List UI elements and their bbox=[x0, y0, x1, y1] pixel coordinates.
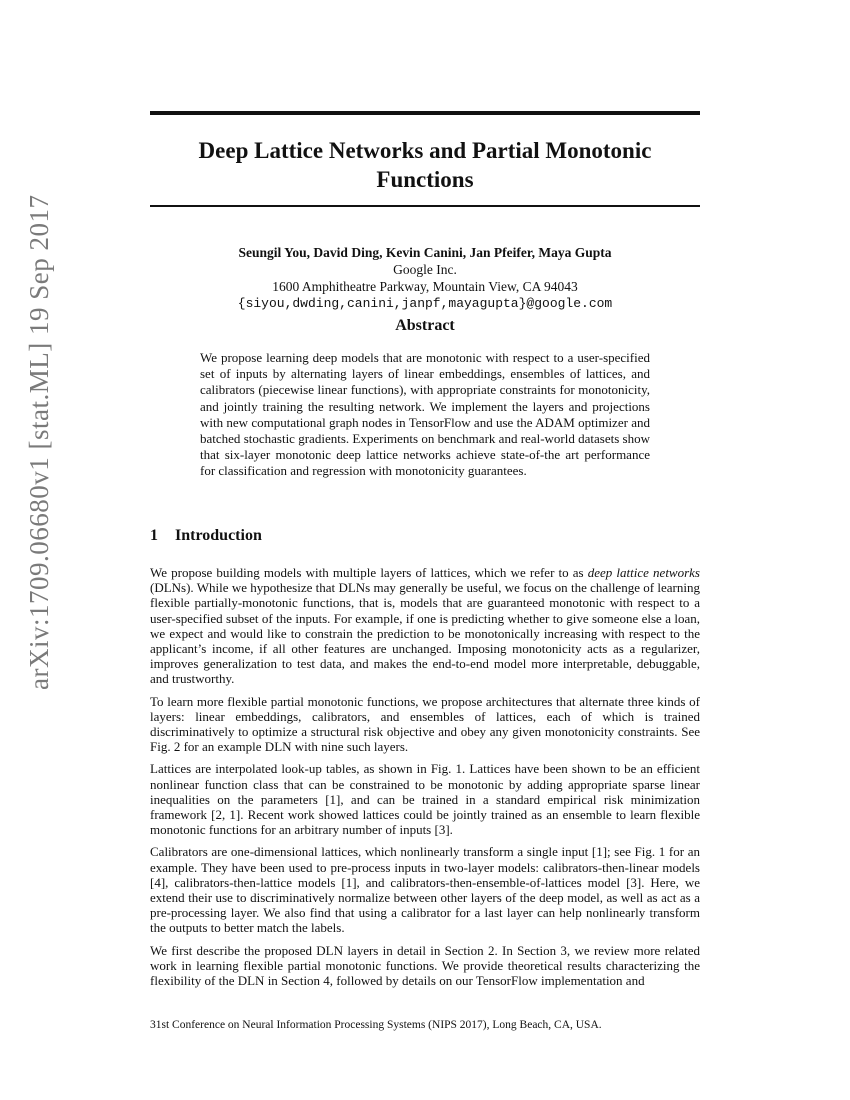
author-email: {siyou,dwding,canini,janpf,mayagupta}@google.com bbox=[237, 296, 613, 311]
paragraph-3: Lattices are interpolated look-up tables, as shown in Fig. 1. Lattices have been shown to be an efficient nonlinear function class that can be constrained to be monotonic by adding appropriate sparse linear inequalities on the parameters [1], and can be trained in a standard empirical risk minimization framework [2, 1]. Recent work showed lattices could be jointly trained as an ensemble to learn flexible monotonic functions for an arbitrary number of inputs [3]. bbox=[150, 761, 700, 838]
paragraph-2: To learn more flexible partial monotonic functions, we propose architectures that alternate three kinds of layers: linear embeddings, calibrators, and ensembles of lattices, each of which is trained discriminatively to optimize a structural risk objective and obey any given monotonicity constraints. See Fig. 2 for an example DLN with nine such layers. bbox=[150, 693, 700, 755]
title-rule-top bbox=[150, 111, 700, 115]
section-heading bbox=[150, 527, 700, 545]
section-body bbox=[150, 565, 700, 995]
section-number: 1 bbox=[150, 527, 158, 544]
conference-footnote: 31st Conference on Neural Information Processing Systems (NIPS 2017), Long Beach, CA, USA. bbox=[150, 1019, 602, 1031]
paper-title bbox=[150, 136, 700, 194]
arxiv-identifier: arXiv:1709.06680v1 [stat.ML] 19 Sep 2017 bbox=[24, 194, 54, 690]
paragraph-1-start: We propose building models with multiple layers of lattices, which we refer to as bbox=[150, 565, 588, 580]
paragraph-1-rest: (DLNs). While we hypothesize that DLNs may generally be useful, we focus on the challenge of learning flexible partially-monotonic functions, that is, models that are guaranteed monotonic with respect to a user-specified subset of the inputs. For example, if one is predicting whether to give someone else a loan, we expect and would like to constrain the prediction to be monotonically increasing with respect to the applicant’s income, if all other features are unchanged. Imposing monotonicity acts as a regularizer, improves generalization to test data, and makes the end-to-end model more interpretable, debuggable, and trustworthy. bbox=[150, 580, 700, 687]
section-title: Introduction bbox=[175, 527, 262, 544]
author-block bbox=[150, 244, 700, 312]
title-rule-bottom bbox=[150, 205, 700, 207]
abstract-text: We propose learning deep models that are monotonic with respect to a user-specified set of inputs by alternating layers of linear embeddings, ensembles of lattices, and calibrators (piecewise linear functions), with appropriate constraints for monotonicity, and jointly training the resulting network. We implement the layers and projections with new computational graph nodes in TensorFlow and use the ADAM optimizer and batched stochastic gradients. Experiments on benchmark and real-world datasets show that six-layer monotonic deep lattice networks achieve state-of-the art performance for classification and regression with monotonicity guarantees. bbox=[200, 350, 650, 479]
paragraph-1 bbox=[150, 565, 700, 687]
arxiv-sidebar bbox=[24, 194, 64, 690]
abstract-heading: Abstract bbox=[395, 317, 455, 334]
author-names: Seungil You, David Ding, Kevin Canini, Jan Pfeifer, Maya Gupta bbox=[238, 245, 612, 260]
paragraph-1-emphasis: deep lattice networks bbox=[587, 565, 700, 580]
paragraph-4: Calibrators are one-dimensional lattices, which nonlinearly transform a single input [1]; see Fig. 1 for an example. They have been used to pre-process inputs in two-layer models: calibrators-then-linear models [4], calibrators-then-lattice models [1], and calibrators-then-ensemble-of-lattices model [3]. Here, we extend their use to discriminatively normalize between other layers of the deep model, as well as act as a pre-processing layer. We also find that using a calibrator for a last layer can help nonlinearly transform the outputs to better match the labels. bbox=[150, 844, 700, 936]
paragraph-5: We first describe the proposed DLN layers in detail in Section 2. In Section 3, we review more related work in learning flexible partial monotonic functions. We provide theoretical results characterizing the flexibility of the DLN in Section 4, followed by details on our TensorFlow implementation and bbox=[150, 942, 700, 989]
author-affiliation: Google Inc. bbox=[393, 262, 457, 277]
author-address: 1600 Amphitheatre Parkway, Mountain View, CA 94043 bbox=[272, 279, 578, 294]
title-line-2: Functions bbox=[376, 167, 474, 192]
title-line-1: Deep Lattice Networks and Partial Monotonic bbox=[198, 138, 652, 163]
